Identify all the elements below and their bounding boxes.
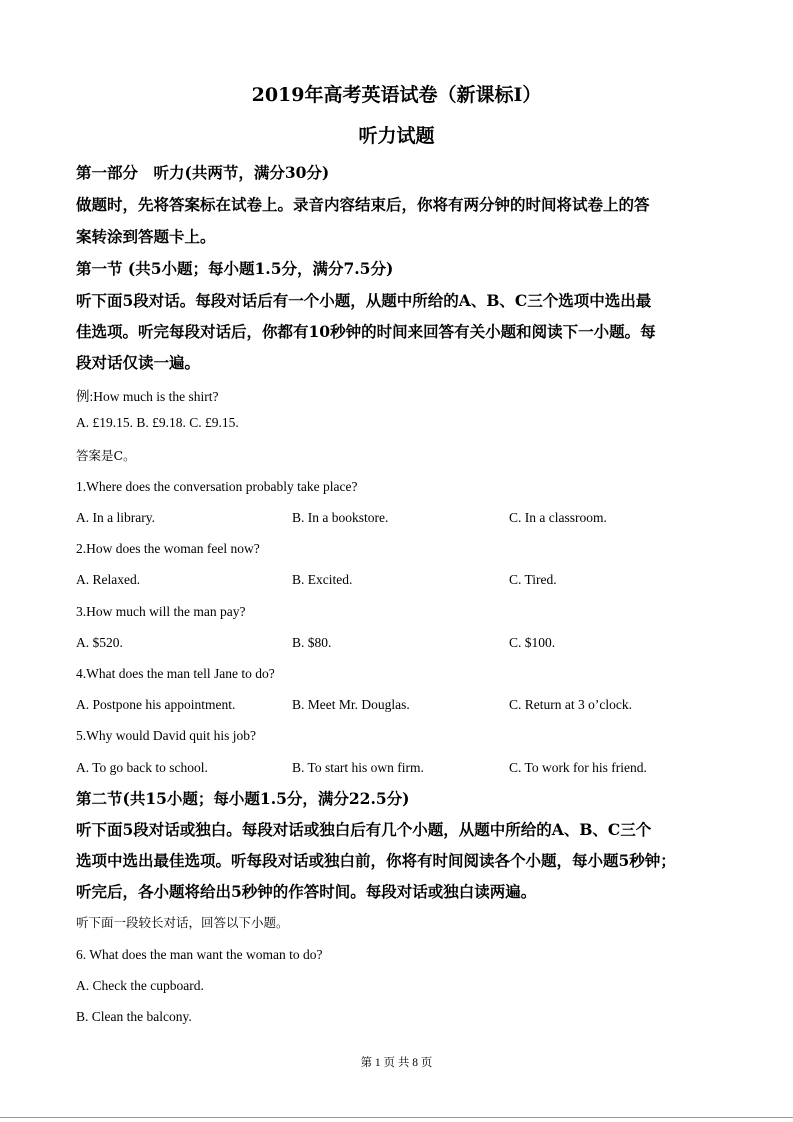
question-1-option-b: B. In a bookstore.	[292, 510, 389, 525]
section1-instruction-line-1: 听下面5段对话。每段对话后有一个小题，从题中所给的A、B、C三个选项中选出最	[76, 291, 652, 310]
question-4-option-b: B. Meet Mr. Douglas.	[292, 697, 410, 712]
example-answer: 答案是C。	[76, 448, 136, 463]
question-5-option-c: C. To work for his friend.	[509, 760, 647, 775]
question-3: 3.How much will the man pay?	[76, 604, 246, 619]
section2-instruction-line-3: 听完后，各小题将给出5秒钟的作答时间。每段对话或独白读两遍。	[76, 882, 537, 901]
section2-instruction-line-1: 听下面5段对话或独白。每段对话或独白后有几个小题，从题中所给的A、B、C三个	[76, 820, 652, 839]
section2-heading: 第二节(共15小题；每小题1.5分，满分22.5分)	[76, 789, 410, 808]
section2-note: 听下面一段较长对话，回答以下小题。	[76, 915, 289, 930]
question-1: 1.Where does the conversation probably take place?	[76, 479, 358, 494]
part1-heading: 第一部分 听力(共两节，满分30分)	[76, 163, 330, 182]
example-options: A. £19.15. B. £9.18. C. £9.15.	[76, 415, 239, 430]
question-6: 6. What does the man want the woman to do?	[76, 947, 323, 962]
question-2-option-c: C. Tired.	[509, 572, 557, 587]
question-2: 2.How does the woman feel now?	[76, 541, 260, 556]
section1-heading: 第一节 (共5小题；每小题1.5分，满分7.5分)	[76, 259, 394, 278]
section1-instruction-line-3: 段对话仅读一遍。	[76, 353, 201, 372]
page-number: 第 1 页 共 8 页	[360, 1057, 433, 1069]
example-question: 例:How much is the shirt?	[76, 389, 219, 404]
question-4-option-a: A. Postpone his appointment.	[76, 697, 236, 712]
question-4: 4.What does the man tell Jane to do?	[76, 666, 275, 681]
section1-instruction-line-2: 佳选项。听完每段对话后，你都有10秒钟的时间来回答有关小题和阅读下一小题。每	[76, 322, 656, 341]
page-subtitle: 听力试题	[358, 125, 435, 147]
question-5-option-a: A. To go back to school.	[76, 760, 208, 775]
question-3-option-b: B. $80.	[292, 635, 332, 650]
part1-instruction-line-1: 做题时，先将答案标在试卷上。录音内容结束后，你将有两分钟的时间将试卷上的答	[76, 195, 650, 214]
question-6-option-b: B. Clean the balcony.	[76, 1009, 192, 1024]
question-1-option-a: A. In a library.	[76, 510, 155, 525]
question-3-option-c: C. $100.	[509, 635, 556, 650]
page-bottom-divider	[0, 1117, 793, 1118]
question-2-option-b: B. Excited.	[292, 572, 353, 587]
page-title: 2019年高考英语试卷（新课标I）	[251, 84, 542, 106]
question-1-option-c: C. In a classroom.	[509, 510, 607, 525]
question-5: 5.Why would David quit his job?	[76, 728, 256, 743]
section2-instruction-line-2: 选项中选出最佳选项。听每段对话或独白前，你将有时间阅读各个小题，每小题5秒钟；	[76, 851, 676, 870]
question-6-option-a: A. Check the cupboard.	[76, 978, 204, 993]
question-5-option-b: B. To start his own firm.	[292, 760, 424, 775]
question-3-option-a: A. $520.	[76, 635, 123, 650]
question-4-option-c: C. Return at 3 o’clock.	[509, 697, 632, 712]
part1-instruction-line-2: 案转涂到答题卡上。	[76, 227, 216, 246]
question-2-option-a: A. Relaxed.	[76, 572, 141, 587]
